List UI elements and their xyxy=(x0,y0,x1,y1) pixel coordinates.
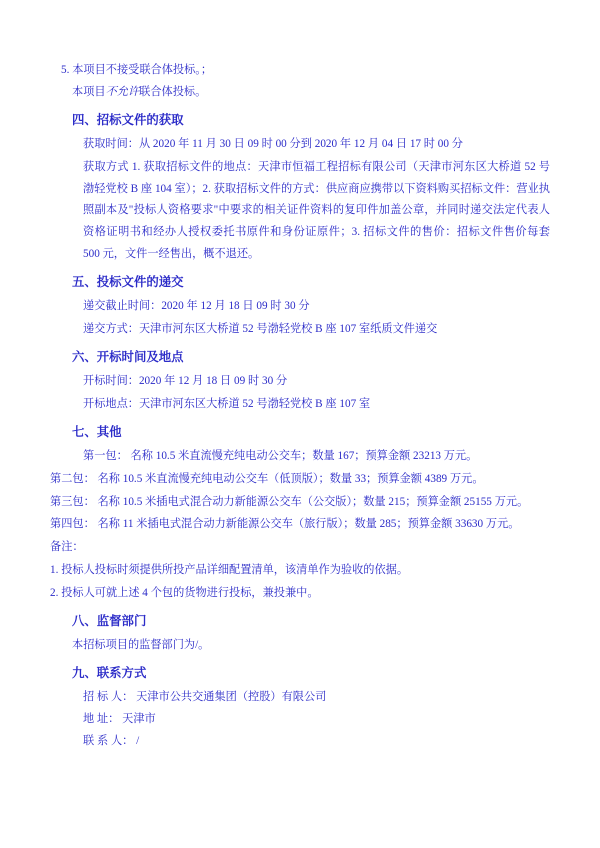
section-heading-nine: 九、联系方式 xyxy=(72,665,147,680)
contact-value-bidder: 天津市公共交通集团（控股）有限公司 xyxy=(136,691,327,703)
contact-row-person xyxy=(50,731,550,753)
package-item-4: 第四包： 名称 11 米插电式混合动力新能源公交车（旅行版）；数量 285；预算金额 33630 万元。 xyxy=(50,518,520,531)
contact-label-address: 地 址： xyxy=(83,712,120,725)
contact-label-bidder: 招 标 人： xyxy=(83,691,134,703)
contact-value-person: / xyxy=(136,734,140,747)
package-item-2: 第二包： 名称 10.5 米直流慢充纯电动公交车（低顶版）；数量 33；预算金额 4389 万元。 xyxy=(50,472,484,485)
submission-deadline: 递交截止时间：2020 年 12 月 18 日 09 时 30 分 xyxy=(83,300,310,313)
note-title: 备注： xyxy=(50,541,84,554)
clause-5-suffix: 联合体投标。 xyxy=(139,85,207,98)
contact-value-address: 天津市 xyxy=(122,712,156,725)
section-heading-four: 四、招标文件的获取 xyxy=(72,112,184,127)
clause-5-emphasis: 不允许 xyxy=(105,85,140,98)
package-item-3: 第三包： 名称 10.5 米插电式混合动力新能源公交车（公交版）；数量 215；预算金额 25155 万元。 xyxy=(50,495,529,508)
contact-row-address xyxy=(50,709,550,731)
contact-row-bidder xyxy=(50,687,550,709)
acquire-method: 获取方式 1. 获取招标文件的地点：天津市恒福工程招标有限公司（天津市河东区大桥道 52 号渤轻党校 B 座 104 室）；2. 获取招标文件的方式：供应商应携带以下资料购买招标文件：营业执照副本及"投标人资格要求"中要求的相关证件资料的复印件加盖公章，并同时递交法定代表人资格证明书和经办人授权委托书原件和身份证原件；3. 招标文件的售价：招标文件售价每套 500 元，文件一经售出，概不退还。 xyxy=(83,160,550,261)
clause-5-prefix: 本项目 xyxy=(72,85,106,98)
note-item-2: 2. 投标人可就上述 4 个包的货物进行投标，兼投兼中。 xyxy=(50,586,319,599)
package-item-1: 第一包： 名称 10.5 米直流慢充纯电动公交车；数量 167；预算金额 23213 万元。 xyxy=(83,449,478,462)
section-heading-eight: 八、监督部门 xyxy=(72,613,147,628)
section-heading-six: 六、开标时间及地点 xyxy=(72,349,184,364)
section-heading-seven: 七、其他 xyxy=(72,424,122,439)
bid-opening-place: 开标地点：天津市河东区大桥道 52 号渤轻党校 B 座 107 室 xyxy=(83,397,371,410)
submission-method: 递交方式：天津市河东区大桥道 52 号渤轻党校 B 座 107 室纸质文件递交 xyxy=(83,322,438,335)
section-heading-five: 五、投标文件的递交 xyxy=(72,274,184,289)
supervision-text: 本招标项目的监督部门为/。 xyxy=(72,638,210,651)
document-body xyxy=(50,60,550,753)
acquire-time: 获取时间：从 2020 年 11 月 30 日 09 时 00 分到 2020 年 12 月 04 日 17 时 00 分 xyxy=(83,137,463,150)
clause-5-line-1: 5. 本项目不接受联合体投标。； xyxy=(61,64,213,76)
bid-opening-time: 开标时间：2020 年 12 月 18 日 09 时 30 分 xyxy=(83,375,288,387)
clause-5-line-2 xyxy=(50,82,550,104)
note-item-1: 1. 投标人投标时须提供所投产品详细配置清单，该清单作为验收的依据。 xyxy=(50,564,409,577)
contact-label-person: 联 系 人： xyxy=(83,734,134,747)
